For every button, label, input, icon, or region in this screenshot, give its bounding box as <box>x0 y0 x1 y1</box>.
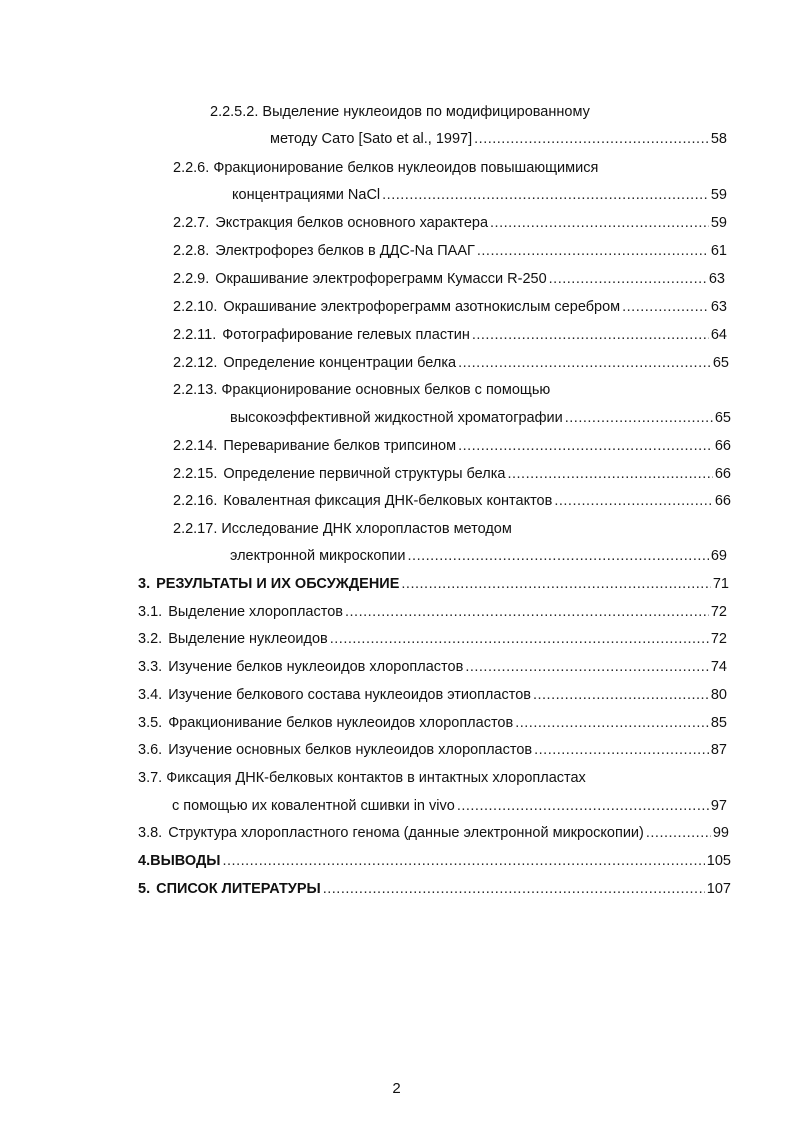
toc-entry-number: 3.5. <box>138 715 163 731</box>
dot-leader <box>472 326 709 344</box>
dot-leader <box>474 130 709 148</box>
toc-entry-number: 3.1. <box>138 604 163 620</box>
toc-entry-title: 4.ВЫВОДЫ <box>138 853 221 869</box>
toc-entry-number: 3.8. <box>138 825 163 841</box>
toc-entry-page: 72 <box>710 631 727 647</box>
dot-leader <box>345 603 709 621</box>
toc-entry-number: 3.4. <box>138 687 163 703</box>
dot-leader <box>458 437 713 455</box>
toc-entry-title: Фракционивание белков нуклеоидов хлоропластов <box>168 715 514 731</box>
toc-entry <box>270 130 727 148</box>
toc-entry-number: 2.2.6. <box>173 160 210 176</box>
toc-entry-page: 105 <box>706 853 731 869</box>
toc-entry <box>138 658 727 676</box>
toc-entry-title: Выделение хлоропластов <box>168 604 343 620</box>
toc-entry-title: Исследование ДНК хлоропластов методом <box>221 521 512 537</box>
toc-entry <box>173 242 727 260</box>
dot-leader <box>401 575 710 593</box>
dot-leader <box>477 242 709 260</box>
toc-entry-page: 59 <box>710 187 727 203</box>
toc-entry <box>173 326 727 344</box>
toc-entry-title: Структура хлоропластного генома (данные электронной микроскопии) <box>168 825 644 841</box>
toc-entry-title: с помощью их ковалентной сшивки in vivo <box>172 798 455 814</box>
toc-entry-title: методу Сато [Sato et al., 1997] <box>270 131 473 147</box>
toc-entry <box>172 797 727 815</box>
page-number: 2 <box>392 1080 401 1097</box>
toc-entry-page: 87 <box>710 742 727 758</box>
toc-entry <box>173 465 731 483</box>
toc-entry-page: 69 <box>710 548 727 564</box>
toc-entry-number: 5. <box>138 881 151 897</box>
toc-entry-number: 3.6. <box>138 742 163 758</box>
dot-leader <box>490 214 709 232</box>
toc-entry-title: СПИСОК ЛИТЕРАТУРЫ <box>156 881 321 897</box>
toc-entry-page: 58 <box>710 131 727 147</box>
dot-leader <box>533 686 709 704</box>
toc-entry-page: 66 <box>714 493 731 509</box>
toc-entry-number: 2.2.7. <box>173 215 210 231</box>
toc-entry-number: 2.2.14. <box>173 438 218 454</box>
toc-entry-title: Переваривание белков трипсином <box>223 438 457 454</box>
toc-entry <box>138 769 586 787</box>
toc-entry <box>173 381 550 399</box>
toc-entry <box>138 741 727 759</box>
toc-entry-title: Окрашивание электрофореграмм Кумасси R-250 <box>215 271 547 287</box>
toc-entry-number: 2.2.17. <box>173 521 218 537</box>
toc-entry-number: 2.2.13. <box>173 382 218 398</box>
toc-entry <box>138 880 731 898</box>
toc-entry-number: 2.2.8. <box>173 243 210 259</box>
toc-entry-page: 97 <box>710 798 727 814</box>
dot-leader <box>465 658 709 676</box>
toc-entry <box>138 603 727 621</box>
toc-entry <box>173 270 725 288</box>
dot-leader <box>323 880 705 898</box>
dot-leader <box>554 492 713 510</box>
toc-entry-title: Фотографирование гелевых пластин <box>222 327 470 343</box>
dot-leader <box>382 186 709 204</box>
toc-entry-number: 3. <box>138 576 151 592</box>
toc-entry <box>173 298 727 316</box>
toc-entry-number: 2.2.11. <box>173 327 217 343</box>
toc-entry-title: Ковалентная фиксация ДНК-белковых контактов <box>223 493 553 509</box>
toc-entry <box>138 824 729 842</box>
toc-entry-page: 99 <box>712 825 729 841</box>
toc-entry-title: Изучение основных белков нуклеоидов хлоропластов <box>168 742 533 758</box>
toc-entry-title: Выделение нуклеоидов по модифицированному <box>262 104 590 120</box>
toc-entry-page: 65 <box>714 410 731 426</box>
toc-entry-title: Фракционирование основных белков с помощью <box>221 382 551 398</box>
toc-entry-title: Выделение нуклеоидов <box>168 631 328 647</box>
dot-leader <box>222 852 704 870</box>
toc-entry-title: Изучение белков нуклеоидов хлоропластов <box>168 659 464 675</box>
toc-entry-title: концентрациями NaCl <box>232 187 381 203</box>
toc-entry <box>138 575 729 593</box>
toc-entry-page: 63 <box>710 299 727 315</box>
toc-entry <box>230 547 727 565</box>
dot-leader <box>515 714 709 732</box>
toc-entry-number: 2.2.15. <box>173 466 218 482</box>
toc-entry-page: 71 <box>712 576 729 592</box>
toc-entry-number: 2.2.10. <box>173 299 218 315</box>
toc-entry-title: высокоэффективной жидкостной хроматографии <box>230 410 563 426</box>
toc-entry-page: 80 <box>710 687 727 703</box>
toc-entry <box>173 214 727 232</box>
toc-entry-page: 65 <box>712 355 729 371</box>
toc-entry-title: Фиксация ДНК-белковых контактов в интактных хлоропластах <box>166 770 586 786</box>
toc-entry <box>138 852 731 870</box>
toc-entry-number: 3.7. <box>138 770 163 786</box>
toc-entry-number: 3.2. <box>138 631 163 647</box>
toc-entry-number: 2.2.16. <box>173 493 218 509</box>
toc-entry-page: 66 <box>714 438 731 454</box>
toc-entry-title: Определение концентрации белка <box>223 355 457 371</box>
toc-entry-title: Фракционирование белков нуклеоидов повышающимися <box>213 160 599 176</box>
toc-entry-number: 3.3. <box>138 659 163 675</box>
toc-entry-page: 74 <box>710 659 727 675</box>
toc-entry-number: 2.2.12. <box>173 355 218 371</box>
toc-entry <box>210 103 590 121</box>
dot-leader <box>534 741 709 759</box>
dot-leader <box>408 547 709 565</box>
toc-entry <box>173 437 731 455</box>
toc-entry-title: Определение первичной структуры белка <box>223 466 506 482</box>
toc-entry-title: Электрофорез белков в ДДС-Na ПААГ <box>215 243 475 259</box>
toc-entry-page: 59 <box>710 215 727 231</box>
toc-entry <box>173 492 731 510</box>
toc-entry-title: Изучение белкового состава нуклеоидов этиопластов <box>168 687 531 703</box>
dot-leader <box>507 465 712 483</box>
toc-entry-page: 72 <box>710 604 727 620</box>
toc-entry <box>173 159 598 177</box>
dot-leader <box>549 270 707 288</box>
toc-entry-page: 66 <box>714 466 731 482</box>
dot-leader <box>330 630 709 648</box>
toc-entry <box>138 686 727 704</box>
toc-entry-title: электронной микроскопии <box>230 548 406 564</box>
toc-entry-page: 64 <box>710 327 727 343</box>
dot-leader <box>565 409 713 427</box>
toc-entry-title: Окрашивание электрофореграмм азотнокислым серебром <box>223 299 621 315</box>
toc-entry <box>173 520 512 538</box>
dot-leader <box>646 824 711 842</box>
toc-entry <box>230 409 731 427</box>
toc-entry-page: 61 <box>710 243 727 259</box>
toc-entry-page: 85 <box>710 715 727 731</box>
toc-entry <box>138 630 727 648</box>
toc-entry-title: Экстракция белков основного характера <box>215 215 489 231</box>
toc-entry-page: 107 <box>706 881 731 897</box>
dot-leader <box>458 354 711 372</box>
dot-leader <box>622 298 709 316</box>
toc-entry-number: 2.2.5.2. <box>210 104 259 120</box>
dot-leader <box>457 797 709 815</box>
toc-entry-number: 2.2.9. <box>173 271 210 287</box>
toc-entry <box>232 186 727 204</box>
toc-entry <box>138 714 727 732</box>
toc-entry-page: 63 <box>708 271 725 287</box>
toc-entry <box>173 354 729 372</box>
toc-entry-title: РЕЗУЛЬТАТЫ И ИХ ОБСУЖДЕНИЕ <box>156 576 400 592</box>
